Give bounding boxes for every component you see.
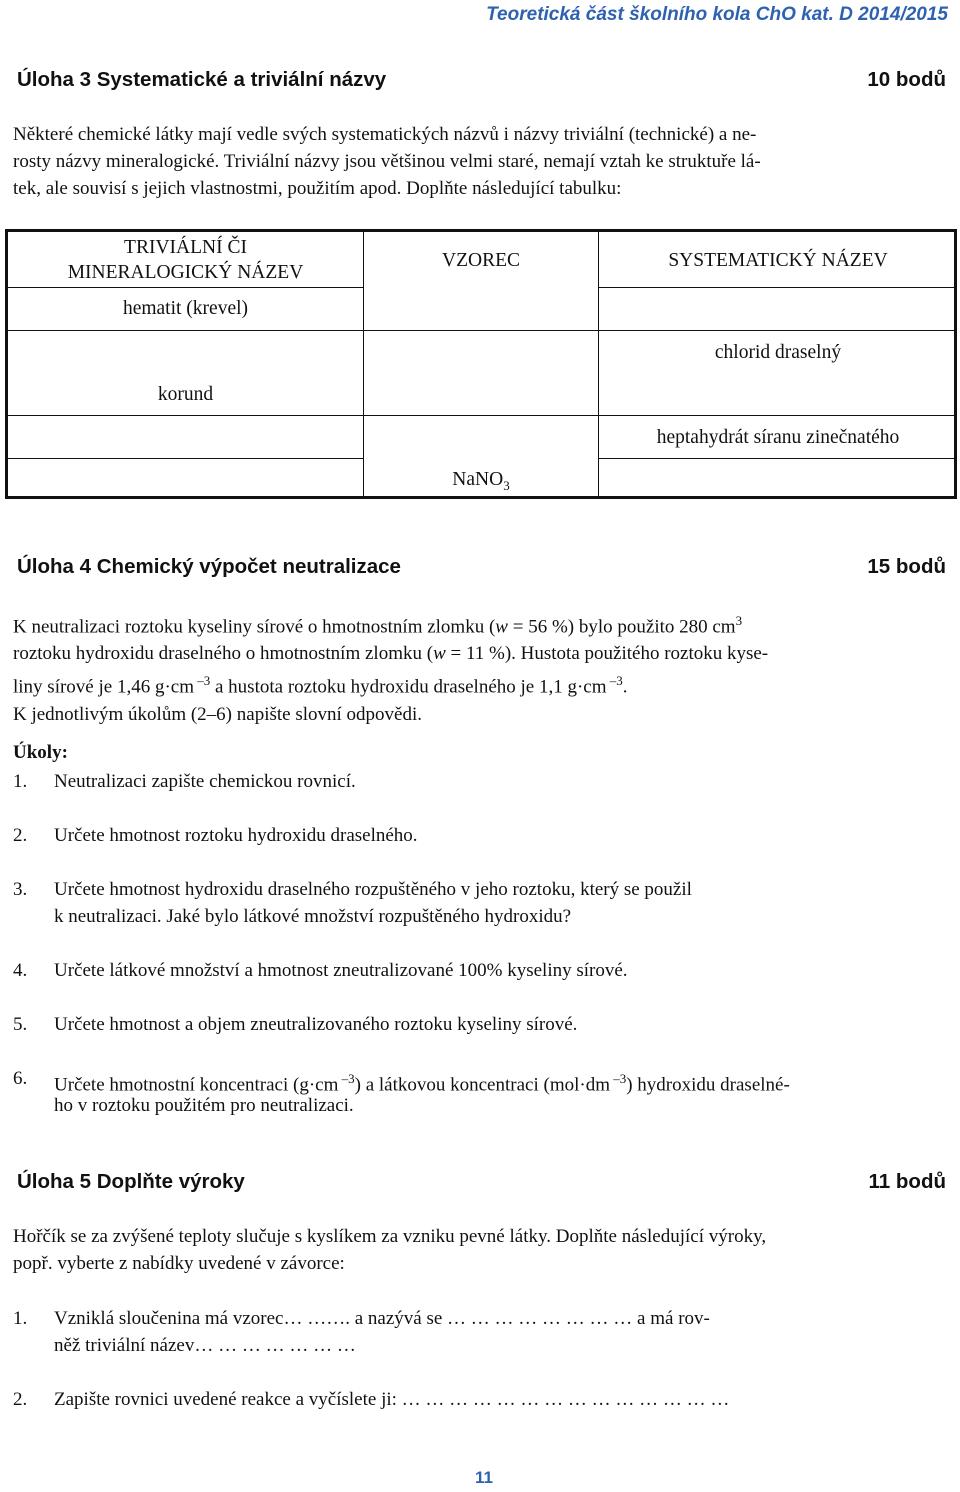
task4-item-6: 6. Určete hmotnostní koncentraci (g·cm $^{-3}$) a látkovou koncentraci (mol·dm $^{-3}$) hydroxidu draselné- ho v roztoku použitém pro neutralizaci. [13,1068,790,1116]
table-row-divider [363,415,954,416]
table-cell-zinc-sulfate-heptahydrate: heptahydrát síranu zinečnatého [656,427,900,448]
task4-intro-line-1: K neutralizaci roztoku kyseliny sírové o hmotnostním zlomku (w = 56 %) bylo použito 280 $cm^3$ [13,613,743,638]
task3-points: 10 bodů [867,68,946,91]
table-row-divider [8,330,364,331]
task5-intro-line-1: Hořčík se za zvýšené teploty slučuje s kyslíkem za vzniku pevné látky. Doplňte následující výroky, [13,1226,767,1247]
table-cell-sodium-nitrate: NaNO$_3$ [452,469,510,493]
table-row-divider [8,287,364,288]
task5-item-1: 1. Vzniklá sloučenina má vzorec… ……. a nazývá se … … … … … … … … a má rov- něž triviální název… … … … … … … [13,1308,710,1356]
task4-title: Úloha 4 Chemický výpočet neutralizace [17,555,401,578]
task4-intro-line-2: roztoku hydroxidu draselného o hmotnostním zlomku (w = 11 %). Hustota použitého roztoku kyse- [13,643,769,665]
document-header-title: Teoretická část školního kola ChO kat. D 2014/2015 [486,4,948,25]
table-row-divider [8,458,364,459]
task3-intro [13,121,943,202]
table-row-divider [8,415,364,416]
task5-intro [13,1223,943,1277]
task5-intro-line-2: popř. vyberte z nabídky uvedené v závorce: [13,1253,345,1274]
table-header-formula: VZOREC [442,250,520,271]
table-header-trivial: TRIVIÁLNÍ ČI MINERALOGICKÝ NÁZEV [67,237,304,283]
task4-intro-line-3: liny sírové je 1,46 g·cm $^{-3}$ a hustota roztoku hydroxidu draselného je 1,1 g·cm $^{-3}$. [13,673,628,698]
task5-points: 11 bodů [868,1170,946,1193]
task5-title: Úloha 5 Doplňte výroky [17,1170,245,1193]
table-cell-corundum: korund [157,384,214,405]
table-row-divider [363,330,954,331]
table-cell-hematite: hematit (krevel) [122,298,249,319]
task4-intro-line-4: K jednotlivým úkolům (2–6) napište slovní odpovědi. [13,703,422,725]
table-cell-potassium-chloride: chlorid draselný [714,342,842,363]
task3-title: Úloha 3 Systematické a triviální názvy [17,68,387,91]
page-number: 11 [475,1468,493,1487]
names-table [5,229,957,499]
task3-intro-line-3: tek, ale souvisí s jejich vlastnostmi, použitím apod. Doplňte následující tabulku: [13,178,622,199]
table-row-divider [598,287,954,288]
task4-item-3: 3. Určete hmotnost hydroxidu draselného rozpuštěného v jeho roztoku, který se použil k neutralizaci. Jaké bylo látkové množství rozpuštěného hydroxidu? [13,879,692,927]
task4-points: 15 bodů [867,555,946,578]
table-header-systematic: SYSTEMATICKÝ NÁZEV [668,250,888,271]
tasks-label: Úkoly: [13,742,68,763]
table-row-divider [598,458,954,459]
task4-intro [13,607,943,728]
task3-intro-line-1: Některé chemické látky mají vedle svých systematických názvů i názvy triviální (technické) a ne- [13,124,757,145]
task3-intro-line-2: rosty názvy mineralogické. Triviální názvy jsou většinou velmi staré, nemají vztah ke struktuře lá- [13,151,761,172]
